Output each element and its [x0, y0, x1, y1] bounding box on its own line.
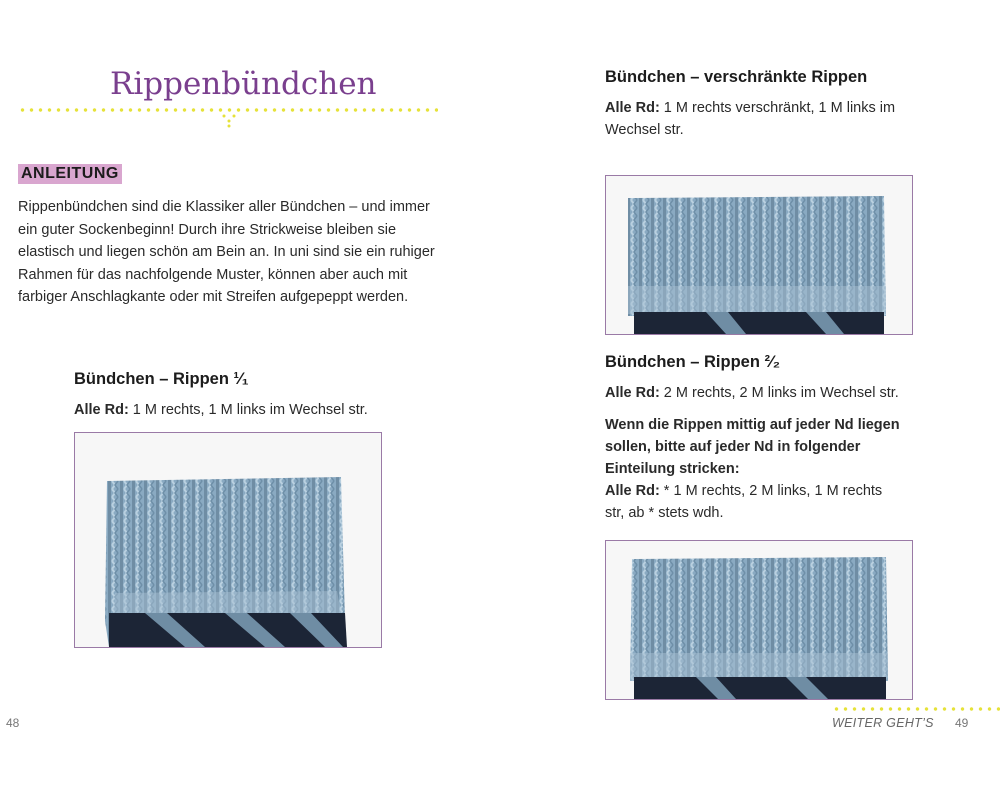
dot-chevron-icon	[222, 114, 236, 128]
ribs2-note: Wenn die Rippen mittig auf jeder Nd liegen sollen, bitte auf jeder Nd in folgender Einteilung stricken:	[605, 417, 900, 477]
footer-dotted-rule	[832, 707, 1000, 711]
title-dotted-rule	[18, 108, 438, 112]
twisted-instruction: Alle Rd: 1 M rechts verschränkt, 1 M links im Wechsel str.	[605, 100, 896, 138]
ribs2-photo	[605, 540, 913, 700]
ribs2-instruction-2: Alle Rd: * 1 M rechts, 2 M links, 1 M rechts str, ab * stets wdh.	[605, 483, 883, 521]
ribs2-heading: Bündchen – Rippen ²⁄₂	[605, 353, 781, 371]
section-label: ANLEITUNG	[18, 164, 122, 184]
footer-next-label: WEITER GEHT’S	[832, 716, 934, 730]
twisted-photo	[605, 175, 913, 335]
ribs1-photo	[74, 432, 382, 648]
ribs1-heading: Bündchen – Rippen ¹⁄₁	[74, 370, 249, 388]
ribs2-instruction: Alle Rd: 2 M rechts, 2 M links im Wechsel str.	[605, 385, 899, 401]
left-page-number: 48	[6, 716, 20, 730]
intro-paragraph: Rippenbündchen sind die Klassiker aller Bündchen – und immer ein guter Sockenbeginn! Durch ihre Strickweise bleiben sie elastisch und liegen schön am Bein an. In uni sind sie ein ruhiger Rahmen für das nachfolgende Muster, können aber auch mit farbiger Anschlagkante oder mit Streifen aufgepeppt werden.	[18, 199, 435, 305]
ribs1-instruction: Alle Rd: 1 M rechts, 1 M links im Wechsel str.	[74, 402, 368, 418]
right-page-number: 49	[955, 716, 969, 730]
twisted-heading: Bündchen – verschränkte Rippen	[605, 68, 868, 86]
page-title: Rippenbündchen	[110, 66, 377, 102]
